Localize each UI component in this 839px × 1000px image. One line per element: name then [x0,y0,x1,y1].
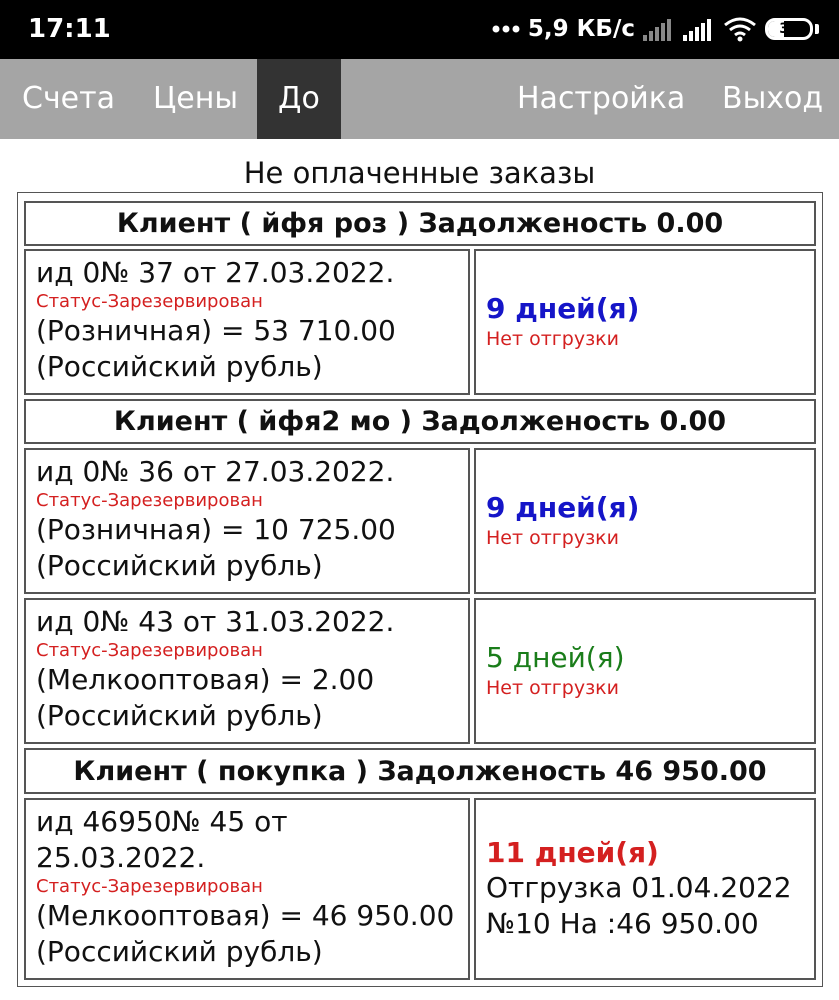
days-cell [474,598,816,744]
order-price: (Мелкооптовая) = 46 950.00 [36,899,455,932]
signal-icon [643,17,673,41]
client-header [24,399,816,444]
clock: 17:11 [28,14,111,44]
client-header [24,201,816,246]
client-header-text: Клиент ( йфя2 мо ) Задолженость 0.00 [113,406,727,437]
page-title: Не оплаченные заказы [243,156,596,190]
more-dots-icon [492,24,520,34]
order-status: Статус-Зарезервирован [36,876,263,897]
order-status: Статус-Зарезервирован [36,490,263,511]
tab-prices[interactable]: Цены [153,81,239,116]
order-price: (Мелкооптовая) = 2.00 [36,663,375,696]
days-cell [474,798,816,980]
days-count: 9 дней(я) [486,292,640,325]
network-speed: 5,9 КБ/с [527,16,635,42]
tab-accounts[interactable]: Счета [22,81,115,116]
order-cell[interactable] [24,249,470,395]
battery-level: 37 [779,21,799,37]
order-status: Статус-Зарезервирован [36,291,263,312]
order-id: ид 0№ 43 от 31.03.2022. [36,605,395,638]
days-cell [474,448,816,594]
shipment-date: Отгрузка 01.04.2022 [486,871,792,904]
top-nav [0,59,839,139]
tab-settings[interactable]: Настройка [517,81,686,116]
order-price: (Розничная) = 53 710.00 [36,314,396,347]
signal-icon-2 [681,17,715,41]
status-bar [0,0,839,59]
status-icons [492,13,819,45]
shipment-status: Нет отгрузки [486,328,619,350]
shipment-status: Нет отгрузки [486,527,619,549]
order-status: Статус-Зарезервирован [36,640,263,661]
order-cell[interactable] [24,598,470,744]
order-currency: (Российский рубль) [36,699,323,732]
shipment-status: Нет отгрузки [486,677,619,699]
order-currency: (Российский рубль) [36,935,323,968]
client-header [24,748,816,794]
days-count: 11 дней(я) [486,836,659,869]
battery-icon [765,18,813,40]
battery-tip [815,24,819,34]
client-header-text: Клиент ( йфя роз ) Задолженость 0.00 [116,208,724,239]
order-price: (Розничная) = 10 725.00 [36,513,396,546]
order-currency: (Российский рубль) [36,350,323,383]
order-cell[interactable] [24,798,470,980]
order-currency: (Российский рубль) [36,549,323,582]
days-count: 9 дней(я) [486,491,640,524]
tab-exit[interactable]: Выход [722,81,824,116]
wifi-icon [723,16,757,42]
days-cell [474,249,816,395]
order-id: ид 0№ 37 от 27.03.2022. [36,256,395,289]
shipment-amount: №10 На :46 950.00 [486,907,759,940]
order-id: ид 0№ 36 от 27.03.2022. [36,455,395,488]
tab-do[interactable]: До [257,59,341,139]
order-id: ид 46950№ 45 от [36,805,288,838]
client-header-text: Клиент ( покупка ) Задолженость 46 950.00 [73,755,767,787]
order-date: 25.03.2022. [36,841,206,874]
orders-table [17,192,823,987]
order-cell[interactable] [24,448,470,594]
days-count: 5 дней(я) [486,641,625,674]
